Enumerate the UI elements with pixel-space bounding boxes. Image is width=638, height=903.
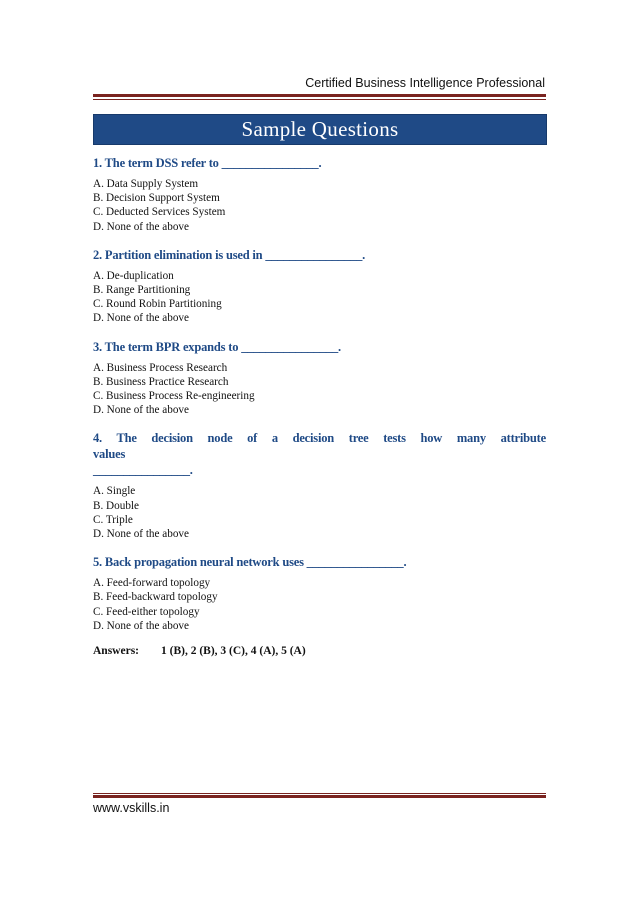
question-text-line-1: 4. The decision node of a decision tree tests how many attribute values [93, 431, 546, 462]
option-b: B. Decision Support System [93, 192, 220, 205]
question-text: 1. The term DSS refer to ________________. [93, 156, 322, 170]
option-a: A. Single [93, 485, 136, 498]
option-c: C. Business Process Re-engineering [93, 390, 255, 403]
page-header-title: Certified Business Intelligence Professional [305, 76, 545, 90]
option-a: A. Feed-forward topology [93, 577, 211, 590]
questions-list [93, 155, 546, 646]
answer-key-label: Answers: [93, 645, 139, 657]
answer-key [93, 645, 306, 657]
question-3 [93, 339, 546, 418]
question-1 [93, 155, 546, 234]
option-a: A. Business Process Research [93, 361, 228, 374]
section-banner [93, 114, 547, 145]
footer-divider [93, 793, 546, 798]
header-divider [93, 94, 546, 100]
question-text: 3. The term BPR expands to ________________. [93, 339, 341, 354]
option-b: B. Range Partitioning [93, 284, 191, 297]
option-b: B. Business Practice Research [93, 375, 229, 388]
option-c: C. Feed-either topology [93, 605, 200, 618]
option-d: D. None of the above [93, 528, 189, 541]
footer-site: www.vskills.in [93, 801, 170, 815]
option-d: D. None of the above [93, 619, 189, 632]
question-text: 5. Back propagation neural network uses ________________. [93, 555, 407, 570]
option-a: A. De-duplication [93, 269, 174, 282]
question-text-line-2: ________________. [93, 463, 193, 478]
question-4 [93, 430, 546, 541]
question-2 [93, 247, 546, 326]
option-d: D. None of the above [93, 220, 189, 233]
option-b: B. Feed-backward topology [93, 591, 218, 604]
question-text: 2. Partition elimination is used in ________________. [93, 247, 366, 262]
option-c: C. Deducted Services System [93, 206, 226, 219]
question-5 [93, 554, 546, 633]
banner-title: Sample Questions [241, 117, 399, 141]
option-c: C. Round Robin Partitioning [93, 298, 222, 311]
option-d: D. None of the above [93, 404, 189, 417]
option-d: D. None of the above [93, 312, 189, 325]
option-c: C. Triple [93, 513, 133, 526]
option-a: A. Data Supply System [93, 178, 199, 190]
option-b: B. Double [93, 499, 139, 512]
answer-key-values: 1 (B), 2 (B), 3 (C), 4 (A), 5 (A) [161, 645, 306, 657]
